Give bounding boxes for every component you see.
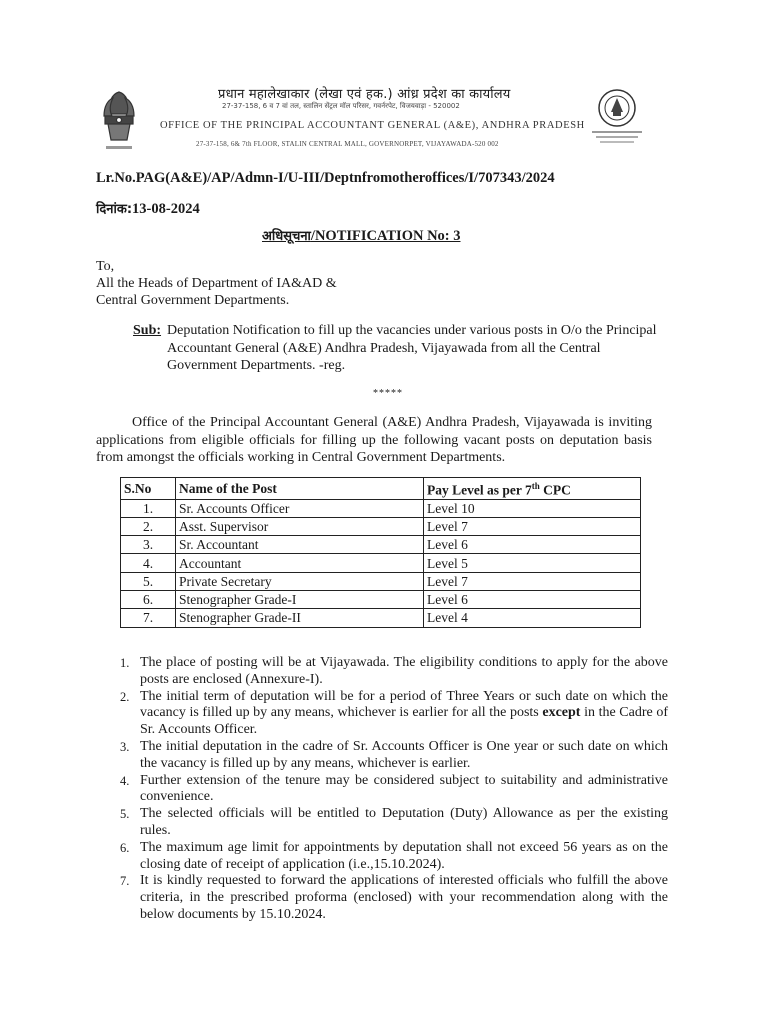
row-sno: 1. — [121, 499, 176, 517]
row-level: Level 10 — [424, 499, 641, 517]
letter-reference-number: Lr.No.PAG(A&E)/AP/Admn-I/U-III/Deptnfromotheroffices/I/707343/2024 — [96, 170, 555, 186]
subject-label: Sub: — [133, 323, 162, 338]
header-post-name: Name of the Post — [176, 478, 424, 500]
table-header-row — [121, 478, 641, 500]
row-sno: 5. — [121, 572, 176, 590]
list-item-text: The maximum age limit for appointments by deputation shall not exceed 56 years as on the closing date of receipt of application (i.e.,15.10.2024). — [140, 839, 668, 872]
table-row — [121, 499, 641, 517]
list-item-text: The initial deputation in the cadre of Sr. Accounts Officer is One year or such date on which the vacancy is filled up by any means, whichever is earlier. — [140, 738, 668, 771]
notification-title-english: /NOTIFICATION No: 3 — [310, 228, 461, 244]
list-item-text: It is kindly requested to forward the applications of interested officials who fulfill the above criteria, in the prescribed proforma (enclosed) with your recommendation along with the below documents by 15.10.2024. — [140, 873, 668, 922]
list-item-number: 3. — [120, 739, 130, 754]
table-row — [121, 609, 641, 627]
row-level: Level 6 — [424, 590, 641, 608]
header-sno: S.No — [121, 478, 176, 500]
row-level: Level 5 — [424, 554, 641, 572]
addressee-line-3: Central Government Departments. — [96, 293, 290, 308]
list-item-number: 5. — [120, 807, 130, 822]
row-level: Level 7 — [424, 517, 641, 535]
row-post: Private Secretary — [176, 572, 424, 590]
addressee-block — [96, 258, 337, 309]
table-row — [121, 554, 641, 572]
table-row — [121, 590, 641, 608]
list-item — [112, 840, 668, 874]
list-item — [112, 655, 668, 689]
header-pay-level-sup: th — [531, 481, 540, 491]
row-post: Asst. Supervisor — [176, 517, 424, 535]
addressee-line-1: To, — [96, 259, 115, 274]
row-sno: 7. — [121, 609, 176, 627]
list-item-number: 2. — [120, 689, 130, 704]
date-value: 13-08-2024 — [132, 201, 200, 217]
row-sno: 3. — [121, 536, 176, 554]
row-level: Level 4 — [424, 609, 641, 627]
row-sno: 4. — [121, 554, 176, 572]
table-row — [121, 536, 641, 554]
notification-title — [262, 226, 461, 245]
date-label: दिनांक: — [96, 202, 133, 217]
subject-block — [133, 322, 665, 375]
list-item — [112, 873, 668, 923]
header-hindi-title: प्रधान महालेखाकार (लेखा एवं हक.) आंध्र प्रदेश का कार्यालय — [218, 87, 511, 102]
intro-paragraph: Office of the Principal Accountant General (A&E) Andhra Pradesh, Vijayawada is inviting applications from eligible officials for filling up the following vacant posts on deputation basis from amongst the officials working in Central Government Departments. — [96, 415, 652, 465]
vacancy-table — [120, 477, 641, 628]
addressee-line-2: All the Heads of Department of IA&AD & — [96, 276, 337, 291]
row-post: Sr. Accountant — [176, 536, 424, 554]
header-english-title: OFFICE OF THE PRINCIPAL ACCOUNTANT GENERAL (A&E), ANDHRA PRADESH — [160, 120, 585, 131]
list-item-number: 6. — [120, 840, 130, 855]
header-pay-level-text: Pay Level as per 7 — [427, 482, 532, 498]
row-post: Sr. Accounts Officer — [176, 499, 424, 517]
header-pay-level — [424, 478, 641, 500]
row-sno: 2. — [121, 517, 176, 535]
conditions-list — [112, 655, 668, 924]
separator-stars: ***** — [373, 388, 403, 399]
list-item-text — [140, 689, 668, 739]
row-level: Level 6 — [424, 536, 641, 554]
list-item-text-part-b: in the Cadre of Sr. Accounts Officer. — [140, 705, 668, 738]
list-item-text: Further extension of the tenure may be considered subject to suitability and administrative convenience. — [140, 772, 668, 805]
list-item — [112, 806, 668, 840]
table-row — [121, 572, 641, 590]
header-hindi-address: 27-37-158, 6 व 7 वां तल, स्तालिन सेंट्रल मॉल परिसर, गवर्नरपेट, विजयवाड़ा - 520002 — [222, 102, 460, 110]
header-english-address: 27-37-158, 6& 7th FLOOR, STALIN CENTRAL MALL, GOVERNORPET, VIJAYAWADA-520 002 — [196, 140, 499, 148]
list-item-text: The selected officials will be entitled to Deputation (Duty) Allowance as per the existing rules. — [140, 806, 668, 838]
notification-title-hindi: अधिसूचना — [262, 229, 311, 244]
department-seal-icon — [586, 82, 648, 148]
header-pay-level-cpc: CPC — [539, 482, 571, 498]
row-post: Accountant — [176, 554, 424, 572]
subject-text: Deputation Notification to fill up the vacancies under various posts in O/o the Principal Accountant General (A&E) Andhra Pradesh, Vijayawada from all the Central Government Departments. -reg. — [167, 323, 657, 373]
letter-date — [96, 199, 200, 218]
row-post: Stenographer Grade-I — [176, 590, 424, 608]
national-emblem-icon — [96, 84, 142, 156]
list-item — [112, 773, 668, 807]
list-item-number: 4. — [120, 773, 130, 788]
row-post: Stenographer Grade-II — [176, 609, 424, 627]
row-level: Level 7 — [424, 572, 641, 590]
list-item-text-bold: except — [542, 705, 581, 721]
list-item — [112, 739, 668, 773]
table-row — [121, 517, 641, 535]
list-item-text-part-a: The initial term of deputation will be for a period of Three Years or such date on which the vacancy is filled up by any means, whichever is earlier for all the posts — [140, 688, 668, 721]
list-item-text: The place of posting will be at Vijayawada. The eligibility conditions to apply for the above posts are enclosed (Annexure-I). — [140, 655, 668, 687]
list-item-number: 1. — [120, 656, 130, 670]
row-sno: 6. — [121, 590, 176, 608]
list-item — [112, 689, 668, 739]
list-item-number: 7. — [120, 874, 130, 889]
